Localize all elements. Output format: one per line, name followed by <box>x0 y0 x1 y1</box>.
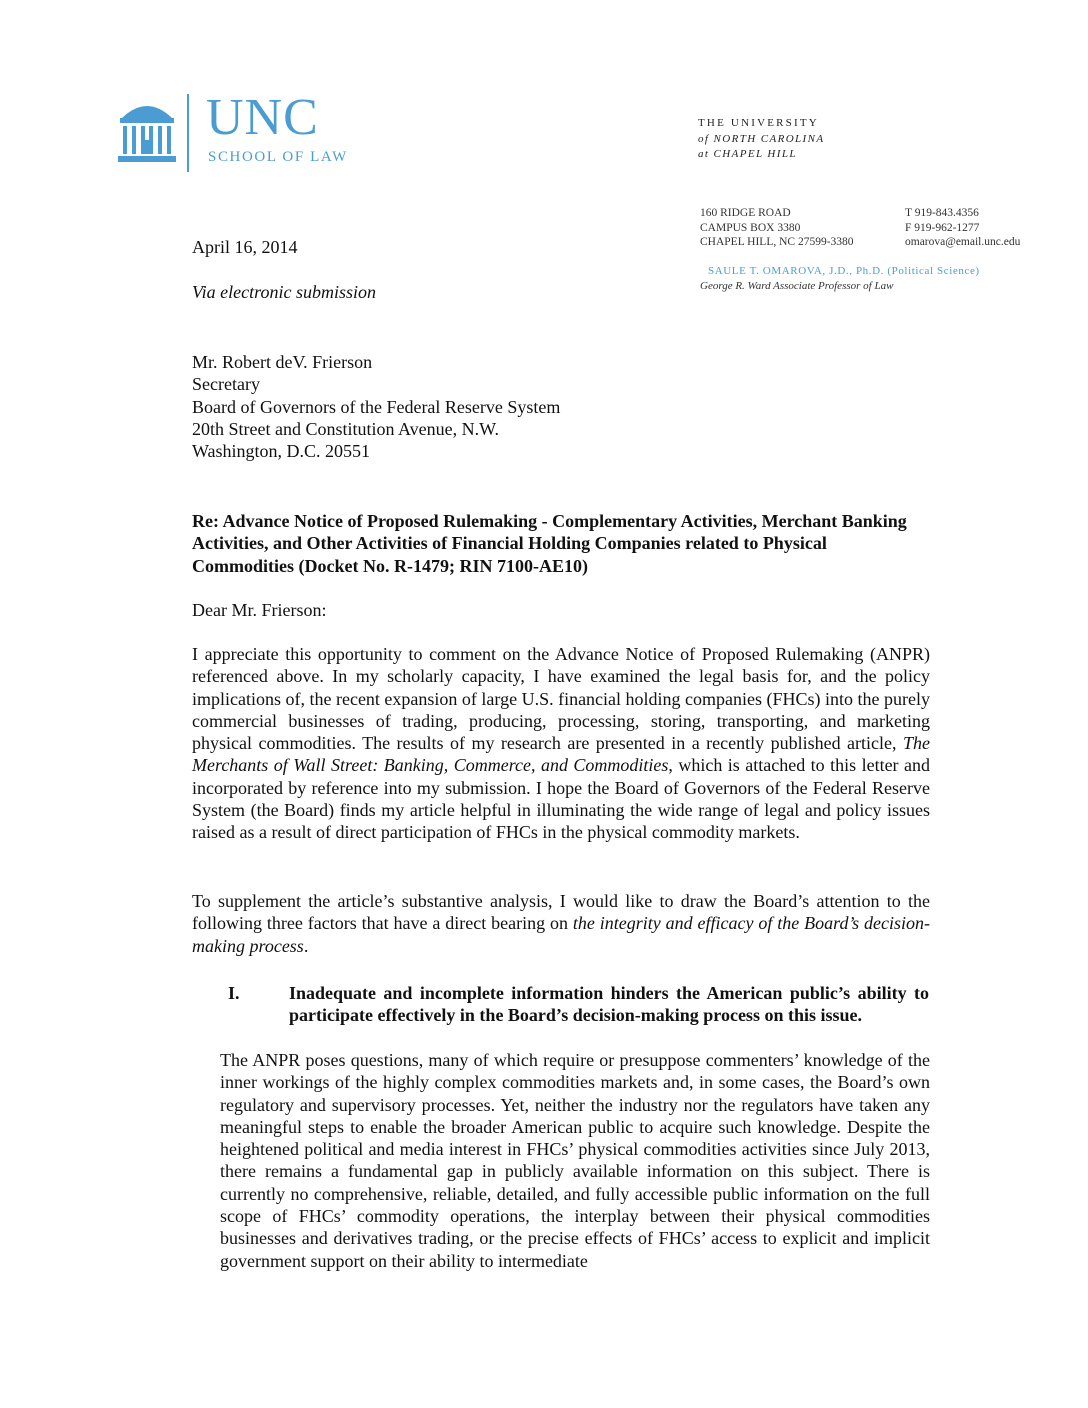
article-title: The Merchants of Wall Street: Banking, Commerce, and Commodities <box>192 733 930 776</box>
paragraph-text: , which is attached to this letter and incorporated by reference into my submission. I hope the Board of Governors of the Federal Reserve System (the Board) finds my article helpful in illuminating the wide range of legal and policy issues raised as a result of direct participation of FHCs in the physical commodity markets. <box>192 755 930 843</box>
author-title: George R. Ward Associate Professor of Law <box>700 280 894 292</box>
recipient-line: 20th Street and Constitution Avenue, N.W. <box>192 418 499 439</box>
old-well-icon <box>118 96 176 166</box>
emphasis-text: the integrity and efficacy of the Board’s decision-making process <box>192 913 930 956</box>
university-line: of NORTH CAROLINA <box>698 132 825 145</box>
paragraph-intro <box>192 643 930 844</box>
section-heading: Inadequate and incomplete information hinders the American public’s ability to participate effectively in the Board’s decision-making process on this issue. <box>289 983 929 1026</box>
recipient-line: Mr. Robert deV. Frierson <box>192 352 373 372</box>
paragraph-section-body: The ANPR poses questions, many of which require or presuppose commenters’ knowledge of the inner workings of the highly complex commodities markets and, in some cases, the Board’s own regulatory and supervisory processes. Yet, neither the industry nor the regulators have taken any meaningful steps to enable the broader American public to acquire such knowledge. Despite the heightened political and media interest in FHCs’ physical commodities activities since July 2013, there remains a fundamental gap in publicly available information on this subject. There is currently no comprehensive, reliable, detailed, and fully accessible public information on the full scope of FHCs’ commodity operations, the interplay between their physical commodities businesses and derivatives trading, or the precise effects of FHCs’ access to explicit and implicit government support on their ability to intermediate <box>220 1050 930 1271</box>
email-line: omarova@email.unc.edu <box>905 236 1021 248</box>
fax-line: F 919-962-1277 <box>905 221 980 234</box>
university-line: THE UNIVERSITY <box>698 117 819 129</box>
subject-line: Re: Advance Notice of Proposed Rulemaking - Complementary Activities, Merchant Banking Activities, and Other Activities of Financial Holding Companies related to Physical Commodities (Docket No. R-1479; RIN 7100-AE10) <box>192 511 907 576</box>
paragraph-text: . <box>303 935 309 956</box>
salutation: Dear Mr. Frierson: <box>192 600 327 620</box>
author-name: SAULE T. OMAROVA, J.D., Ph.D. (Political Science) <box>708 265 980 277</box>
paragraph-supplement <box>192 890 930 957</box>
logo-unc-text: UNC <box>206 89 319 146</box>
letter-date: April 16, 2014 <box>192 237 298 257</box>
unc-law-logo <box>118 89 398 174</box>
recipient-line: Washington, D.C. 20551 <box>192 441 371 462</box>
paragraph-text: I appreciate this opportunity to comment on the Advance Notice of Proposed Rulemaking (ANPR) referenced above. In my scholarly capacity, I have examined the legal basis for, and the policy implications of, the recent expansion of large U.S. financial holding companies (FHCs) into the purely commercial businesses of trading, producing, processing, storing, transporting, and marketing physical commodities. The results of my research are presented in a recently published article, <box>192 644 930 754</box>
address-line: CAMPUS BOX 3380 <box>700 221 801 234</box>
recipient-line: Board of Governors of the Federal Reserve System <box>192 396 561 417</box>
address-line: CHAPEL HILL, NC 27599-3380 <box>700 236 854 248</box>
phone-line: T 919-843.4356 <box>905 207 979 219</box>
logo-divider <box>187 94 189 172</box>
delivery-method: Via electronic submission <box>192 282 376 302</box>
address-line: 160 RIDGE ROAD <box>700 207 791 219</box>
recipient-line: Secretary <box>192 374 260 395</box>
university-line: at CHAPEL HILL <box>698 148 797 160</box>
section-number: I. <box>228 983 240 1003</box>
paragraph-text: To supplement the article’s substantive analysis, I would like to draw the Board’s attention to the following three factors that have a direct bearing on <box>192 891 930 934</box>
recipient-address <box>192 351 930 462</box>
logo-school-of-law-text: SCHOOL OF LAW <box>208 149 348 165</box>
university-name <box>698 116 824 163</box>
